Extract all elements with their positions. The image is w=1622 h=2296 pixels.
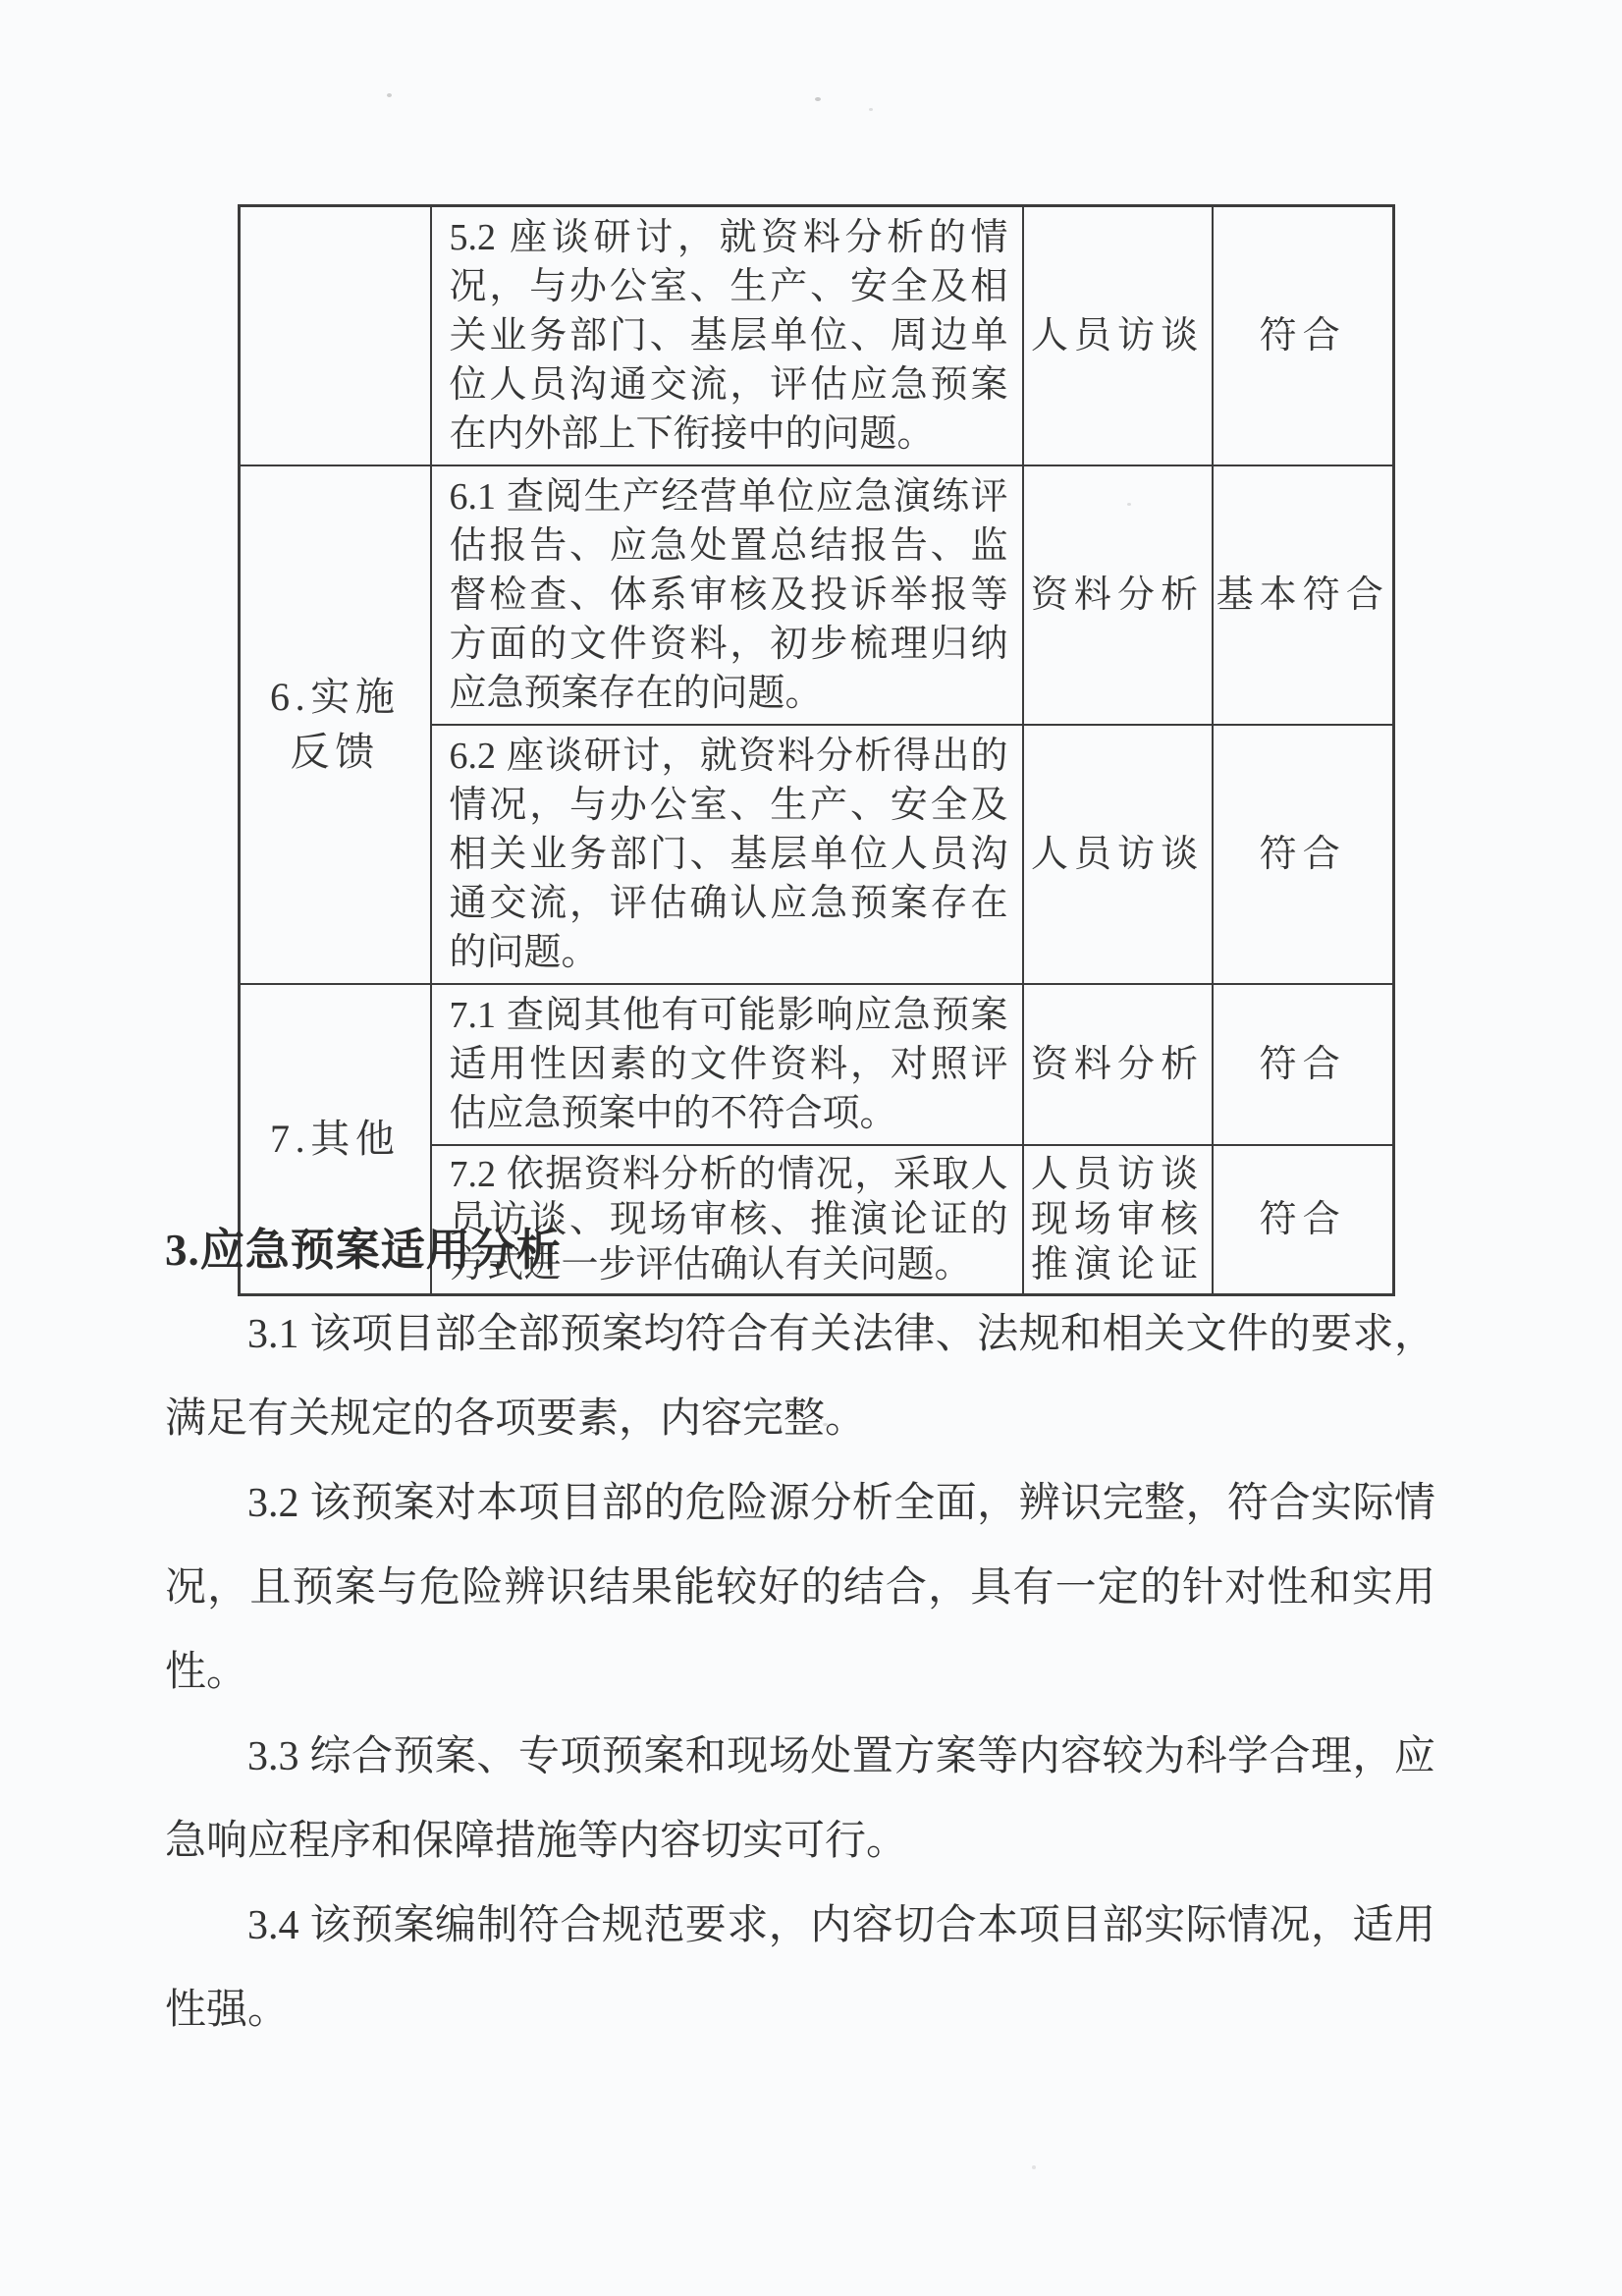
table-row	[240, 984, 1394, 1145]
section-heading: 3.应急预案适用分析	[165, 1226, 562, 1275]
scan-speck	[1127, 503, 1131, 506]
desc-cell: 7.2 依据资料分析的情况，采取人员访谈、现场审核、推演论证的方式进一步评估确认有关问题。	[431, 1145, 1023, 1295]
paragraph-3-3: 3.3 综合预案、专项预案和现场处置方案等内容较为科学合理，应急响应程序和保障措施等内容切实可行。	[165, 1734, 1435, 1864]
paragraph-3-1: 3.1 该项目部全部预案均符合有关法律、法规和相关文件的要求，满足有关规定的各项要素，内容完整。	[165, 1312, 1435, 1442]
scan-speck	[387, 93, 392, 97]
method-cell	[1023, 984, 1213, 1145]
evaluation-table	[238, 204, 1395, 1296]
method-line: 资料分析	[1030, 1044, 1205, 1085]
method-line: 现场审核	[1030, 1199, 1205, 1240]
method-cell	[1023, 465, 1213, 725]
scan-speck	[1032, 2165, 1036, 2169]
desc-cell: 6.2 座谈研讨，就资料分析得出的情况，与办公室、生产、安全及相关业务部门、基层单位人员沟通交流，评估确认应急预案存在的问题。	[431, 725, 1023, 984]
desc-cell: 6.1 查阅生产经营单位应急演练评估报告、应急处置总结报告、监督检查、体系审核及投诉举报等方面的文件资料，初步梳理归纳应急预案存在的问题。	[431, 465, 1023, 725]
result-cell: 符合	[1213, 206, 1394, 466]
method-cell	[1023, 206, 1213, 466]
result-cell: 符合	[1213, 984, 1394, 1145]
scan-speck	[815, 97, 821, 101]
evaluation-table-wrap	[238, 204, 1395, 1296]
method-line: 人员访谈	[1030, 315, 1205, 356]
category-line: 反馈	[290, 730, 380, 774]
desc-cell: 5.2 座谈研讨，就资料分析的情况，与办公室、生产、安全及相关业务部门、基层单位、周边单位人员沟通交流，评估应急预案在内外部上下衔接中的问题。	[431, 206, 1023, 466]
scan-speck	[823, 1423, 828, 1426]
paragraph-3-4: 3.4 该预案编制符合规范要求，内容切合本项目部实际情况，适用性强。	[165, 1903, 1435, 2033]
category-cell-6	[240, 465, 431, 984]
scan-speck	[869, 108, 873, 111]
method-cell	[1023, 725, 1213, 984]
result-cell: 符合	[1213, 725, 1394, 984]
table-row	[240, 465, 1394, 725]
method-cell	[1023, 1145, 1213, 1295]
result-cell: 符合	[1213, 1145, 1394, 1295]
category-line: 6.实施	[270, 675, 401, 719]
method-line: 推演论证	[1030, 1244, 1205, 1285]
paragraph-3-2: 3.2 该预案对本项目部的危险源分析全面，辨识完整，符合实际情况，且预案与危险辨识结果能较好的结合，具有一定的针对性和实用性。	[165, 1481, 1435, 1695]
section-body	[165, 1292, 1435, 2052]
method-line: 资料分析	[1030, 574, 1205, 616]
category-line: 7.其他	[270, 1117, 401, 1161]
table-row	[240, 206, 1394, 466]
method-line: 人员访谈	[1030, 1154, 1205, 1195]
method-line: 人员访谈	[1030, 834, 1205, 875]
desc-cell: 7.1 查阅其他有可能影响应急预案适用性因素的文件资料，对照评估应急预案中的不符合项。	[431, 984, 1023, 1145]
result-cell: 基本符合	[1213, 465, 1394, 725]
category-cell-empty	[240, 206, 431, 466]
